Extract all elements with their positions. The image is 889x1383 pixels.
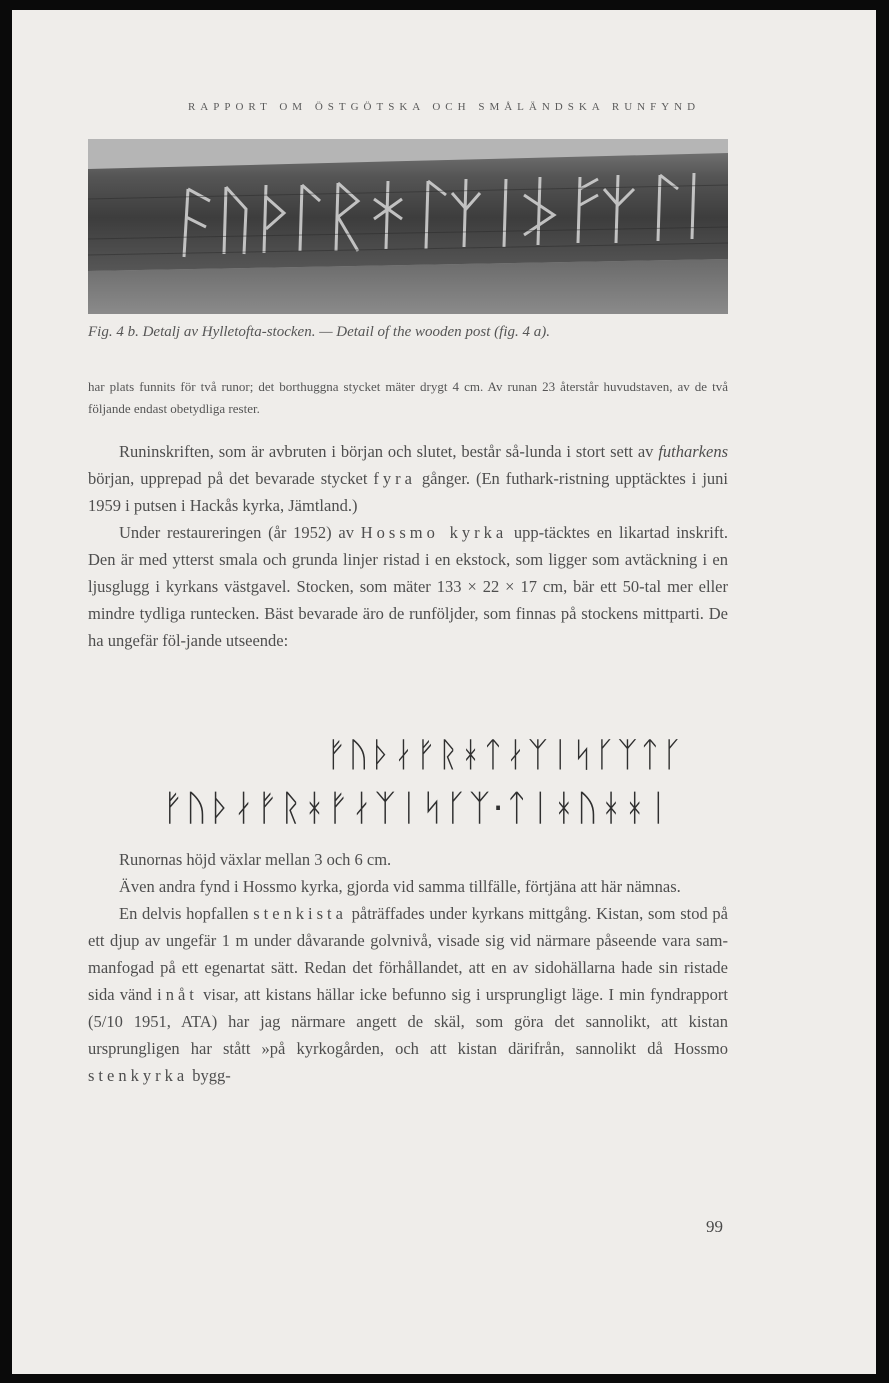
- wooden-post-photo: [88, 139, 728, 314]
- small-paragraph: har plats funnits för två runor; det borthuggna stycket mäter drygt 4 cm. Av runan 23 återstår huvudstaven, av de två följande endast obetydliga rester.: [88, 379, 728, 416]
- spaced-stenkyrka: stenkyrka: [88, 1066, 189, 1085]
- paragraph-stone-coffin: En delvis hopfallen stenkista påträffades under kyrkans mittgång. Kistan, som stod på ett djup av ungefär 1 m under dåvarande golvnivå, visade sig vid närmare påseende vara sam-manfogad på ett egenartat sätt. Redan det förhållandet, att en av sidohällarna hade sin ristade sida vänd inåt visar, att kistans hällar icke befunno sig i ursprungligt läge. I min fyndrapport (5/10 1951, ATA) har jag närmare angett de skäl, som göra det sannolikt, att kistan ursprungligen har stått »på kyrkogården, och att kistan därifrån, sannolikt då Hossmo stenkyrka bygg-: [88, 904, 729, 1085]
- rune-sequence-line-1: ᚠᚢᚦᛅᚠᚱᚼᛏᛅᛉᛁᛋᚴᛉᛏᚴ: [326, 735, 685, 775]
- rune-sequence-line-2: ᚠᚢᚦᛅᚠᚱᚼᚠᛅᛉᛁᛋᚴᛉ·ᛏᛁᚼᚢᚼᚼᛁ: [162, 788, 672, 829]
- paragraph-other-finds: Även andra fynd i Hossmo kyrka, gjorda vid samma tillfälle, förtjäna att här nämnas.: [119, 877, 681, 896]
- book-page: [12, 10, 876, 1374]
- page-number: 99: [706, 1217, 723, 1236]
- body-text-lower: [88, 846, 728, 1089]
- spaced-inat: inåt: [157, 985, 198, 1004]
- paragraph-futhark: Runinskriften, som är avbruten i början och slutet, består så-lunda i stort sett av futharkens början, upprepad på det bevarade stycket fyra gånger. (En futhark-ristning upptäcktes i juni 1959 i putsen i Hackås kyrka, Jämtland.): [88, 442, 728, 515]
- running-head: RAPPORT OM ÖSTGÖTSKA OCH SMÅLÄNDSKA RUNFYND: [187, 101, 701, 113]
- wooden-post-photo-illustration: [88, 139, 728, 314]
- body-text-upper: [88, 438, 728, 654]
- spaced-fyra: fyra: [373, 469, 416, 488]
- spaced-hossmo-kyrka: Hossmo kyrka: [360, 523, 508, 542]
- figure-caption: Fig. 4 b. Detalj av Hylletofta-stocken. — Detail of the wooden post (fig. 4 a).: [88, 324, 551, 340]
- emphasis-futharkens: futharkens: [658, 442, 728, 461]
- paragraph-hossmo-restoration: Under restaureringen (år 1952) av Hossmo kyrka upp-täcktes en likartad inskrift. Den är med ytterst smala och grunda linjer ristad i en ekstock, som ligger som avtäckning i en ljusglugg i kyrkans västgavel. Stocken, som mäter 133 × 22 × 17 cm, bär ett 50-tal mer eller mindre tydliga runtecken. Bäst bevarade äro de runföljder, som finnas på stockens mittparti. De ha ungefär föl-jande utseende:: [88, 523, 728, 650]
- paragraph-rune-height: Runornas höjd växlar mellan 3 och 6 cm.: [119, 850, 392, 869]
- spaced-stenkista: stenkista: [253, 904, 347, 923]
